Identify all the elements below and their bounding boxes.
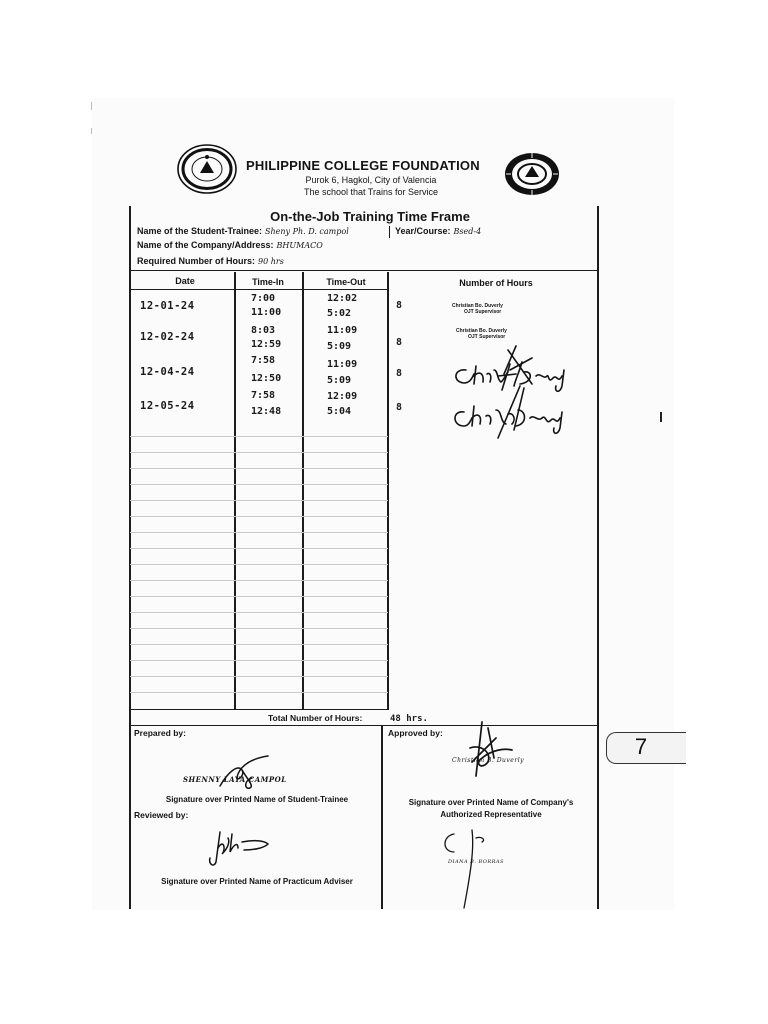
date-column-header: Date — [175, 276, 195, 286]
page-number: 7 — [634, 734, 648, 759]
time-out-pm: 5:09 — [327, 375, 352, 386]
college-seal-icon — [176, 143, 238, 195]
time-out-pm: 5:09 — [327, 341, 352, 352]
department-seal-icon — [503, 151, 561, 197]
hours-value: 8 — [396, 300, 403, 311]
time-out-am: 11:09 — [327, 325, 358, 336]
table-row-date: 12-01-24 — [140, 300, 195, 312]
representative-printed-name: Christian B. Duverly — [452, 757, 525, 764]
adviser-printed-name: DIANA B. BORRAS — [448, 859, 504, 865]
required-hours-value: 90 hrs — [258, 257, 284, 266]
representative-signature-caption: Signature over Printed Name of Company's Authorized Representative — [408, 798, 574, 819]
approval-stamp: Christian Bo. Duverly OJT Supervisor — [456, 328, 507, 340]
representative-signature — [452, 718, 532, 778]
student-trainee-label: Name of the Student-Trainee: — [137, 226, 263, 236]
time-in-am: 7:58 — [251, 355, 276, 366]
year-course-value: Bsed-4 — [453, 227, 482, 236]
hours-value: 8 — [396, 368, 403, 379]
student-trainee-value: Sheny Ph. D. campol — [265, 227, 349, 236]
hours-value: 8 — [396, 402, 403, 413]
student-signature — [210, 752, 280, 792]
time-out-am: 12:09 — [327, 391, 358, 402]
year-course-label: Year/Course: — [395, 226, 451, 236]
college-address: Purok 6, Hagkol, City of Valencia — [305, 175, 437, 185]
hours-value: 8 — [396, 337, 403, 348]
required-hours-label: Required Number of Hours: — [137, 256, 256, 266]
table-row-date: 12-04-24 — [140, 366, 195, 378]
time-out-am: 11:09 — [327, 359, 358, 370]
student-printed-name: SHENNY LAYA CAMPOL — [183, 775, 287, 784]
company-field — [137, 240, 323, 250]
form-title: On-the-Job Training Time Frame — [270, 209, 470, 224]
table-bottom-rule — [130, 709, 388, 710]
time-out-am: 12:02 — [327, 293, 358, 304]
time-in-pm: 12:48 — [251, 406, 282, 417]
signature-divider — [381, 725, 383, 909]
time-in-pm: 12:59 — [251, 339, 282, 350]
college-name: PHILIPPINE COLLEGE FOUNDATION — [246, 158, 480, 173]
time-out-column-header: Time-Out — [326, 277, 366, 287]
student-trainee-field — [137, 226, 349, 236]
time-in-pm: 11:00 — [251, 307, 282, 318]
reviewed-by-label: Reviewed by: — [134, 810, 189, 820]
table-top-rule — [130, 270, 597, 271]
header-rule — [130, 289, 388, 290]
table-row-date: 12-05-24 — [140, 400, 195, 412]
total-hours-label: Total Number of Hours: — [268, 713, 363, 723]
frame-left — [129, 206, 131, 909]
supervisor-signature — [450, 340, 580, 440]
company-value: BHUMACO — [276, 241, 323, 250]
adviser-secondary-signature — [436, 826, 506, 910]
college-tagline: The school that Trains for Service — [303, 187, 439, 197]
time-out-pm: 5:02 — [327, 308, 352, 319]
time-in-pm: 12:50 — [251, 373, 282, 384]
time-in-am: 7:58 — [251, 390, 276, 401]
time-in-am: 7:00 — [251, 293, 276, 304]
approval-stamp: Christian Bo. Duverly OJT Supervisor — [452, 303, 503, 315]
year-course-field — [395, 226, 481, 236]
required-hours-field — [137, 256, 284, 266]
approved-by-label: Approved by: — [388, 728, 443, 738]
student-signature-caption: Signature over Printed Name of Student-Trainee — [165, 795, 349, 804]
field-divider — [389, 226, 390, 238]
time-out-pm: 5:04 — [327, 406, 352, 417]
scan-margin-mark — [91, 102, 92, 110]
time-in-column-header: Time-In — [252, 277, 284, 287]
prepared-by-label: Prepared by: — [134, 728, 186, 738]
adviser-signature-caption: Signature over Printed Name of Practicum Adviser — [161, 877, 353, 886]
frame-right — [597, 206, 599, 909]
total-hours-value: 48 hrs. — [390, 714, 428, 724]
table-row-date: 12-02-24 — [140, 331, 195, 343]
scan-margin-mark — [660, 412, 662, 422]
hours-column-header: Number of Hours — [459, 278, 533, 288]
adviser-signature — [204, 828, 274, 868]
scan-margin-mark — [91, 128, 92, 134]
time-in-am: 8:03 — [251, 325, 276, 336]
company-label: Name of the Company/Address: — [137, 240, 274, 250]
